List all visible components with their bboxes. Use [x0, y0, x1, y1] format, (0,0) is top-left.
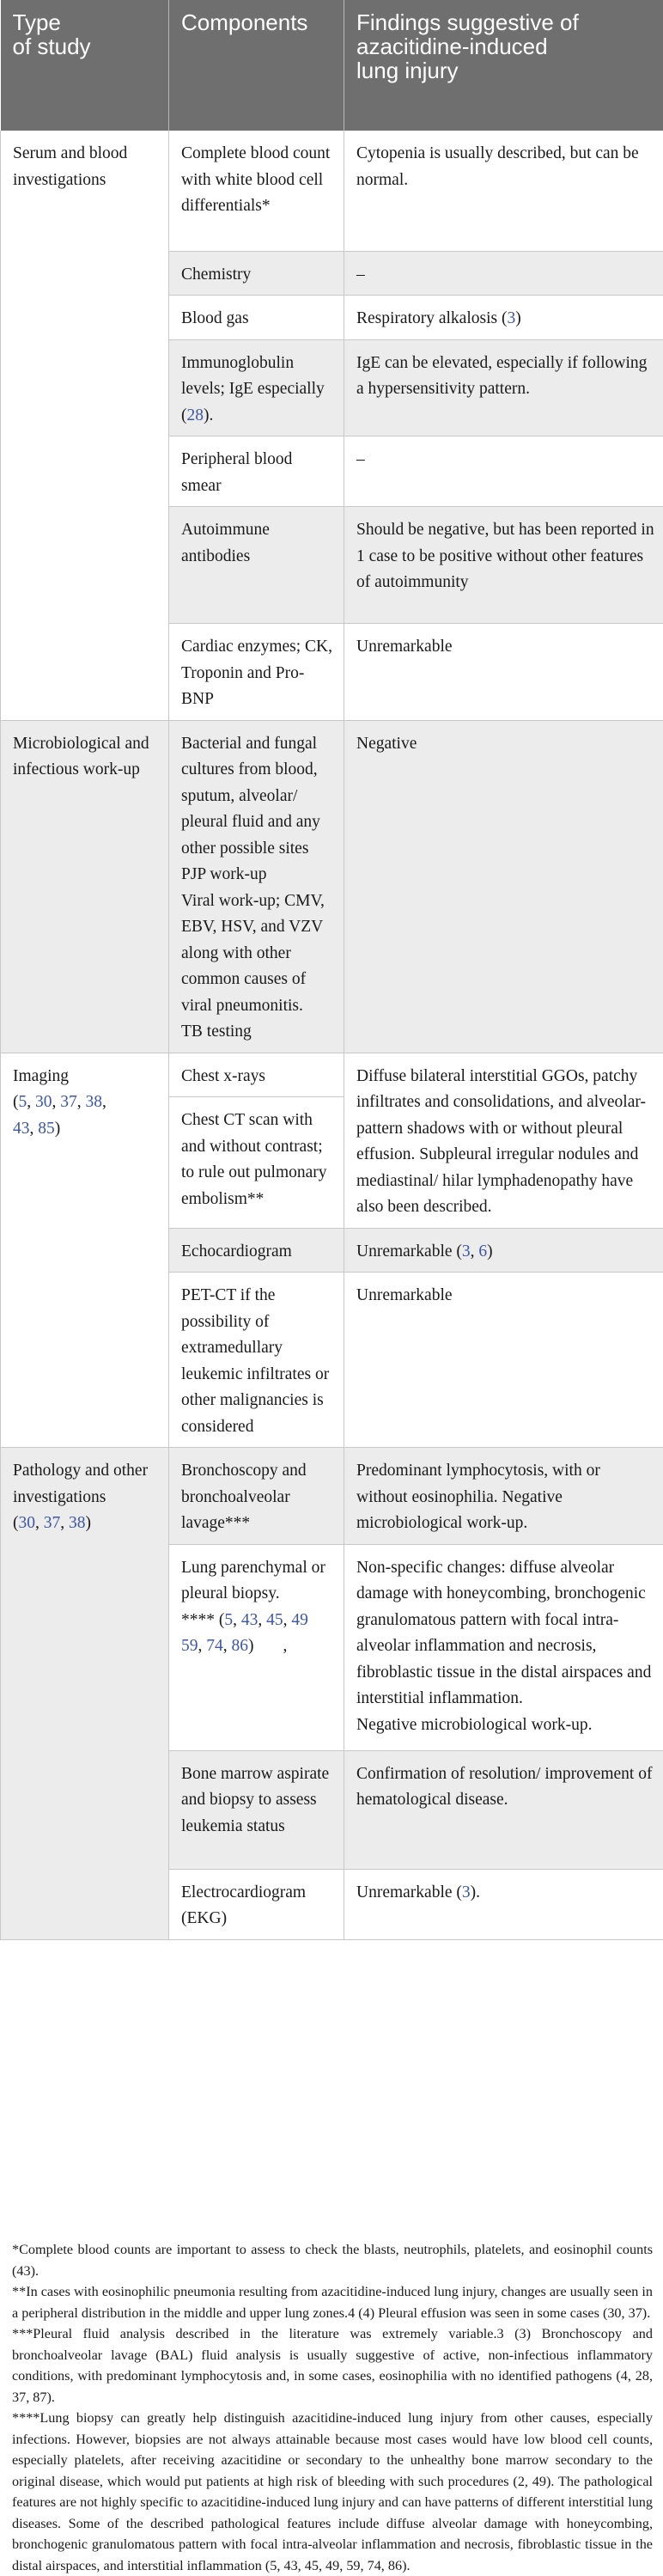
finding-cell: Unremarkable: [344, 1273, 663, 1448]
finding-cell: Non-specific changes: diffuse alveolar damage with honeycombing, bronchogenic granulomatous pattern with focal intra-alveolar inflammation and necrosis, fibroblastic tissue in the distal airspaces and interstitial inflammation. Negative microbiological work-up.: [344, 1544, 663, 1750]
finding-cell: Unremarkable: [344, 624, 663, 721]
finding-cell: Predominant lymphocytosis, with or without eosinophilia. Negative microbiological work-up.: [344, 1448, 663, 1545]
table-row: [1, 720, 663, 1053]
component-cell: Autoimmune antibodies: [169, 507, 344, 624]
study-type-cell: Microbiological and infectious work-up: [1, 720, 169, 1053]
finding-cell: Confirmation of resolution/ improvement of hematological disease.: [344, 1750, 663, 1869]
component-cell: Chemistry: [169, 251, 344, 296]
component-cell: Echocardiogram: [169, 1228, 344, 1273]
component-cell: Bone marrow aspirate and biopsy to assess leukemia status: [169, 1750, 344, 1869]
finding-cell: –: [344, 436, 663, 507]
table-row: [1, 1053, 663, 1097]
component-cell: PET-CT if the possibility of extramedullary leukemic infiltrates or other malignancies is considered: [169, 1273, 344, 1448]
component-cell: Cardiac enzymes; CK, Troponin and Pro-BNP: [169, 624, 344, 721]
study-type-cell: Imaging (5, 30, 37, 38, 43, 85): [1, 1053, 169, 1448]
table-footnotes: [12, 2239, 653, 2576]
component-cell: Electrocardiogram (EKG): [169, 1869, 344, 1939]
header-findings: Findings suggestive of azacitidine-induced lung injury: [344, 0, 663, 131]
footnote: **In cases with eosinophilic pneumonia resulting from azacitidine-induced lung injury, changes are usually seen in a peripheral distribution in the middle and upper lung zones.4 (4) Pleural effusion was seen in some cases (30, 37).: [12, 2281, 653, 2323]
component-cell: Bronchoscopy and bronchoalveolar lavage***: [169, 1448, 344, 1545]
finding-cell: Cytopenia is usually described, but can be normal.: [344, 131, 663, 251]
component-cell: Lung parenchymal or pleural biopsy. **** (5, 43, 45, 49 59, 74, 86) ,: [169, 1544, 344, 1750]
finding-cell: Unremarkable (3, 6): [344, 1228, 663, 1273]
component-cell: Complete blood count with white blood cell differentials*: [169, 131, 344, 251]
study-type-cell: Pathology and other investigations (30, 37, 38): [1, 1448, 169, 1940]
footnote: ***Pleural fluid analysis described in the literature was extremely variable.3 (3) Bronchoscopy and bronchoalveolar lavage (BAL) fluid analysis is usually suggestive of active, non-infectious inflammatory conditions, with predominant lymphocytosis and, in some cases, eosinophilia with no identified pathogens (4, 28, 37, 87).: [12, 2323, 653, 2408]
component-cell: Peripheral blood smear: [169, 436, 344, 507]
finding-cell: Diffuse bilateral interstitial GGOs, patchy infiltrates and consolidations, and alveolar-pattern shadows with or without pleural effusion. Subpleural irregular nodules and mediastinal/ hilar lymphadenopathy have also been described.: [344, 1053, 663, 1228]
table-row: [1, 1448, 663, 1545]
finding-cell: Should be negative, but has been reported in 1 case to be positive without other features of autoimmunity: [344, 507, 663, 624]
component-cell: Chest CT scan with and without contrast; to rule out pulmonary embolism**: [169, 1097, 344, 1228]
header-components: Components: [169, 0, 344, 131]
footnote: *Complete blood counts are important to assess to check the blasts, neutrophils, platelets, and eosinophil counts (43).: [12, 2239, 653, 2281]
finding-cell: Respiratory alkalosis (3): [344, 296, 663, 340]
footnote: ****Lung biopsy can greatly help distinguish azacitidine-induced lung injury from other causes, especially infections. However, biopsies are not always attainable because most cases would have low blood cell counts, especially platelets, after receiving azacitidine or secondary to the unhealthy bone marrow secondary to the original disease, which would put patients at high risk of bleeding with such procedures (2, 49). The pathological features are not highly specific to azacitidine-induced lung injury and can have patterns of different interstitial lung diseases. Some of the described pathological features include diffuse alveolar damage with honeycombing, bronchogenic granulomatous pattern with focal intra-alveolar inflammation and necrosis, fibroblastic tissue in the distal airspaces, and interstitial inflammation (5, 43, 45, 49, 59, 74, 86).: [12, 2408, 653, 2576]
study-type-cell: Serum and blood investigations: [1, 131, 169, 720]
component-cell: Chest x-rays: [169, 1053, 344, 1097]
table-header-row: [1, 0, 663, 131]
table-row: [1, 131, 663, 251]
finding-cell: Negative: [344, 720, 663, 1053]
component-cell: Bacterial and fungal cultures from blood, sputum, alveolar/ pleural fluid and any other possible sites PJP work-up Viral work-up; CMV, EBV, HSV, and VZV along with other common causes of viral pneumonitis. TB testing: [169, 720, 344, 1053]
component-cell: Blood gas: [169, 296, 344, 340]
finding-cell: IgE can be elevated, especially if following a hypersensitivity pattern.: [344, 339, 663, 436]
header-type-of-study: Type of study: [1, 0, 169, 131]
component-cell: Immunoglobulin levels; IgE especially (28).: [169, 339, 344, 436]
finding-cell: Unremarkable (3).: [344, 1869, 663, 1939]
finding-cell: –: [344, 251, 663, 296]
